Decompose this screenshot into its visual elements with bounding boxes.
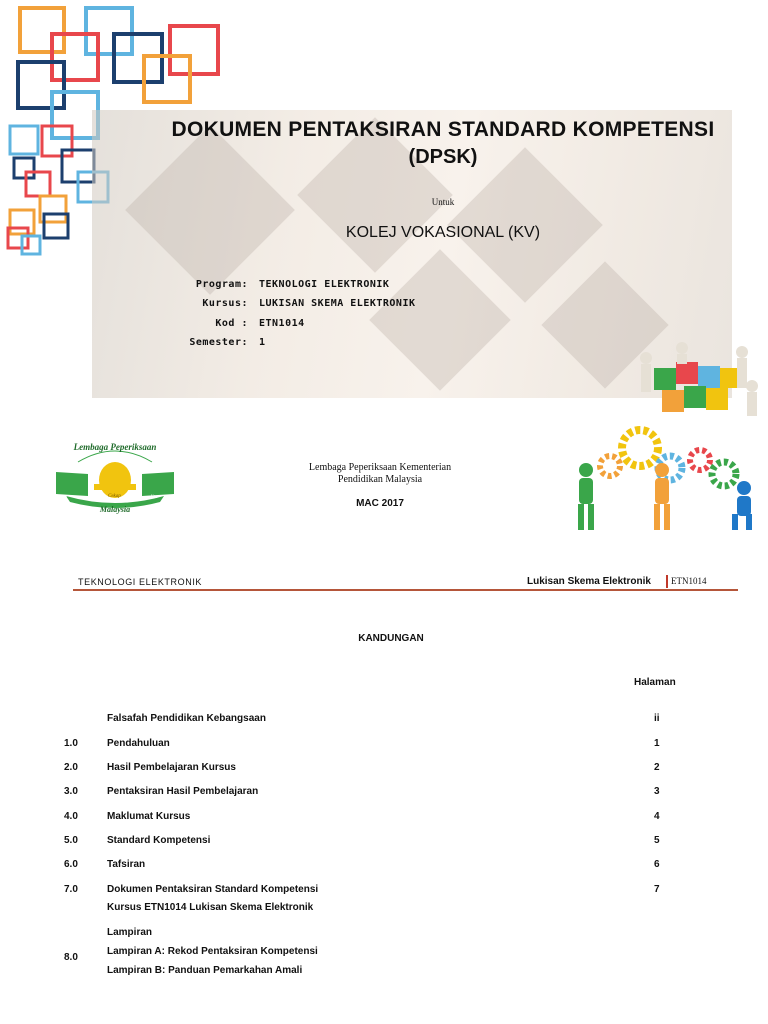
toc-entry-page: 3	[654, 786, 660, 797]
semester-label: Semester:	[189, 337, 248, 348]
kursus-value: LUKISAN SKEMA ELEKTRONIK	[259, 298, 416, 309]
toc-entry-page: 6	[654, 859, 660, 870]
toc-entry-number: 7.0	[64, 884, 78, 895]
semester-value: 1	[259, 337, 266, 348]
publication-date: MAC 2017	[356, 498, 404, 509]
institution-name: KOLEJ VOKASIONAL (KV)	[345, 224, 541, 241]
toc-entry-page: ii	[654, 713, 660, 724]
toc-entry-number: 8.0	[64, 952, 78, 963]
toc-entry-text: Hasil Pembelajaran Kursus	[107, 762, 236, 773]
toc-entry-text: Standard Kompetensi	[107, 835, 211, 846]
header-course-code: ETN1014	[671, 576, 707, 586]
agency-line-1: Lembaga Peperiksaan Kementerian	[308, 462, 452, 473]
logo-top-text: Lembaga Peperiksaan	[73, 442, 157, 452]
toc-entry-page: 5	[654, 835, 660, 846]
toc-entry-page: 7	[654, 884, 660, 895]
toc-entry-text: Pendahuluan	[107, 738, 170, 749]
document-title: DOKUMEN PENTAKSIRAN STANDARD KOMPETENSI	[171, 118, 715, 141]
document-abbreviation: (DPSK)	[408, 146, 478, 168]
toc-entry-text: Maklumat Kursus	[107, 811, 191, 822]
kursus-label: Kursus:	[202, 298, 248, 309]
toc-entry-number: 1.0	[64, 738, 78, 749]
header-program: TEKNOLOGI ELEKTRONIK	[78, 577, 203, 587]
program-value: TEKNOLOGI ELEKTRONIK	[259, 279, 390, 290]
toc-entry-text: Kursus ETN1014 Lukisan Skema Elektronik	[107, 902, 314, 913]
toc-entry-text: Tafsiran	[107, 859, 146, 870]
toc-title: KANDUNGAN	[358, 633, 424, 644]
untuk-label: Untuk	[431, 197, 455, 207]
toc-entry-number: 6.0	[64, 859, 78, 870]
gears-team-illustration	[566, 422, 762, 534]
logo-ribbon-center-text: Cekap	[108, 494, 121, 499]
kod-value: ETN1014	[259, 318, 305, 329]
header-separator	[666, 575, 668, 588]
agency-line-2: Pendidikan Malaysia	[337, 474, 423, 485]
toc-entry-text: Dokumen Pentaksiran Standard Kompetensi	[107, 884, 319, 895]
logo-ribbon-left-text: Ilmu	[58, 495, 68, 500]
toc-entry-page: 2	[654, 762, 660, 773]
toc-entry-number: 4.0	[64, 811, 78, 822]
header-course-title: Lukisan Skema Elektronik	[527, 576, 651, 587]
program-label: Program:	[195, 279, 248, 290]
toc-entry-page: 4	[654, 811, 660, 822]
toc-entry-text: Pentaksiran Hasil Pembelajaran	[107, 786, 259, 797]
toc-entry-page: 1	[654, 738, 660, 749]
toc-entry-text: Lampiran	[107, 927, 153, 938]
toc-entry-number: 5.0	[64, 835, 78, 846]
logo-bottom-text: Malaysia	[99, 505, 131, 514]
kod-label: Kod :	[215, 318, 248, 329]
toc-entry-number: 3.0	[64, 786, 78, 797]
toc-page-column-header: Halaman	[634, 677, 676, 688]
toc-entry-text: Falsafah Pendidikan Kebangsaan	[107, 713, 266, 724]
puzzle-team-illustration	[632, 338, 760, 422]
agency-name	[250, 462, 510, 486]
toc-entry-text: Lampiran A: Rekod Pentaksiran Kompetensi	[107, 946, 318, 957]
toc-entry-text: Lampiran B: Panduan Pemarkahan Amali	[107, 965, 303, 976]
header-rule	[73, 589, 738, 591]
toc-entry-number: 2.0	[64, 762, 78, 773]
logo-ribbon-right-text: Jitu	[150, 495, 158, 500]
